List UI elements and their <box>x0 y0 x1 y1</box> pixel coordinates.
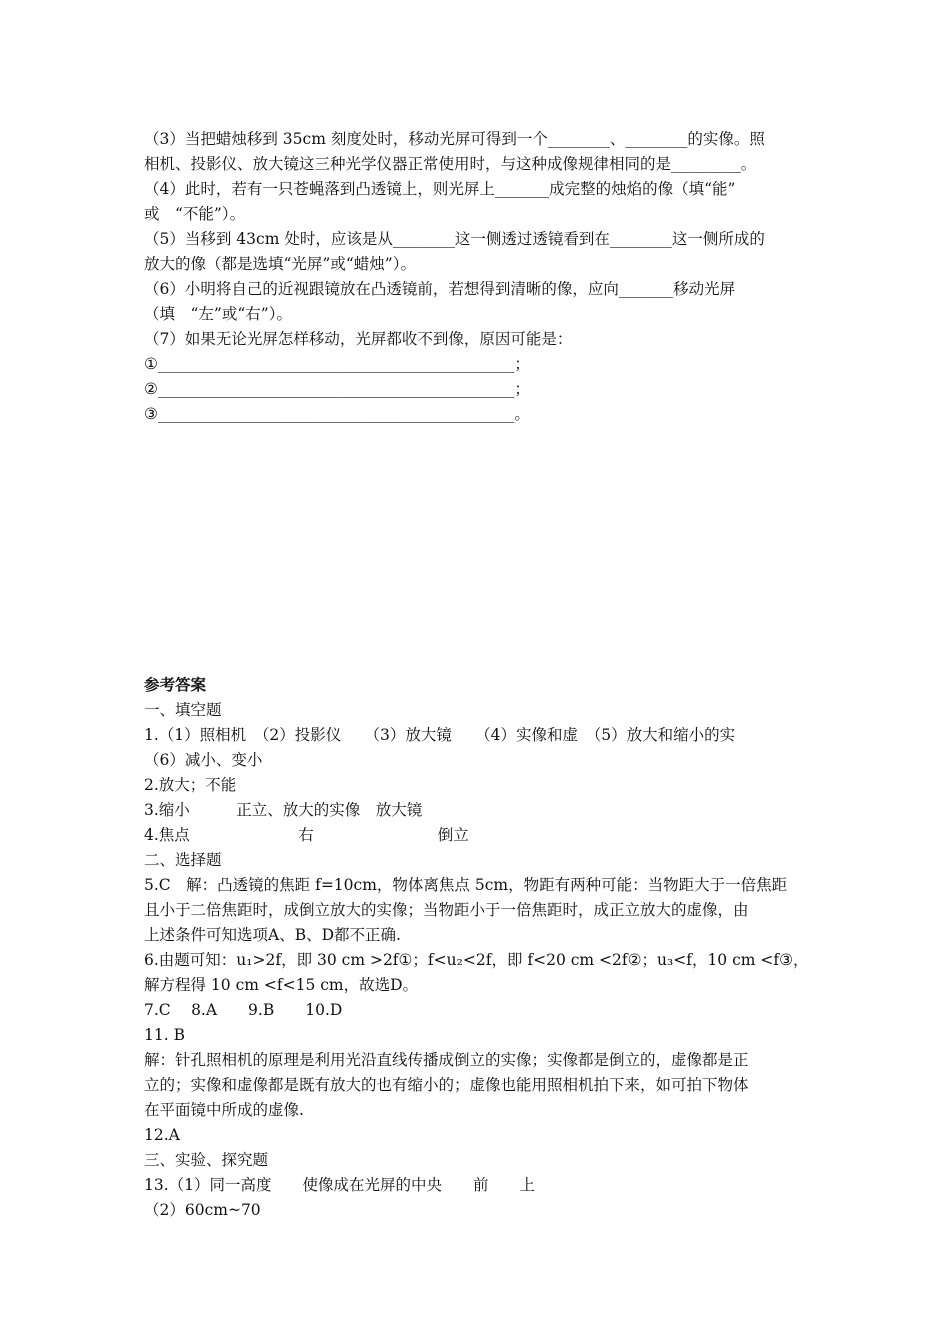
answer-line: 上述条件可知选项A、B、D都不正确. <box>144 926 401 944</box>
question-line: （6）小明将自己的近视跟镜放在凸透镜前，若想得到清晰的像，应向_______移动光屏 <box>144 280 736 298</box>
answer-line: 3.缩小 正立、放大的实像 放大镜 <box>144 801 423 819</box>
answer-line: 6.由题可知：u₁>2f，即 30 cm >2f①；f<u₂<2f，即 f<20 cm <2f②；u₃<f，10 cm <f③， <box>144 951 809 969</box>
answer-line: （6）减小、变小 <box>144 751 263 769</box>
answer-line: 12.A <box>144 1126 180 1144</box>
question-line: 放大的像（都是选填“光屏”或“蜡烛”）。 <box>144 255 416 273</box>
answer-line: 解：针孔照相机的原理是利用光沿直线传播成倒立的实像；实像都是倒立的，虚像都是正 <box>144 1051 749 1069</box>
answer-line: 在平面镜中所成的虚像. <box>144 1101 304 1119</box>
answer-line: 5.C 解：凸透镜的焦距 f=10cm，物体离焦点 5cm，物距有两种可能：当物距大于一倍焦距 <box>144 876 788 894</box>
question-section <box>144 127 808 427</box>
question-line: 相机、投影仪、放大镜这三种光学仪器正常使用时，与这种成像规律相同的是_________。 <box>144 155 757 173</box>
answer-section <box>144 673 808 1223</box>
answer-line: （2）60cm~70 <box>144 1201 261 1219</box>
answer-line: 1.（1）照相机 （2）投影仪 （3）放大镜 （4）实像和虚 （5）放大和缩小的实 <box>144 726 736 744</box>
section-heading: 三、实验、探究题 <box>144 1151 269 1169</box>
question-line: （7）如果无论光屏怎样移动，光屏都收不到像，原因可能是： <box>144 330 573 348</box>
answer-line: 13.（1）同一高度 使像成在光屏的中央 前 上 <box>144 1176 536 1194</box>
answer-blank-line: ②______________________________________________； <box>144 380 530 398</box>
answer-blank-line: ③______________________________________________。 <box>144 405 530 423</box>
answer-line: 且小于二倍焦距时，成倒立放大的实像；当物距小于一倍焦距时，成正立放大的虚像，由 <box>144 901 749 919</box>
answer-title: 参考答案 <box>144 676 207 694</box>
answer-line: 7.C 8.A 9.B 10.D <box>144 1001 343 1019</box>
answer-blank-line: ①______________________________________________； <box>144 355 530 373</box>
question-line: （5）当移到 43cm 处时，应该是从________这一侧透过透镜看到在________这一侧所成的 <box>144 230 765 248</box>
section-heading: 一、填空题 <box>144 701 222 719</box>
answer-line: 2.放大；不能 <box>144 776 237 794</box>
answer-line: 11. B <box>144 1026 185 1044</box>
question-line: （3）当把蜡烛移到 35cm 刻度处时，移动光屏可得到一个________、________的实像。照 <box>144 130 765 148</box>
answer-line: 4.焦点 右 倒立 <box>144 826 469 844</box>
question-line: （填 “左”或“右”）。 <box>144 305 292 323</box>
section-heading: 二、选择题 <box>144 851 222 869</box>
answer-line: 立的；实像和虚像都是既有放大的也有缩小的；虚像也能用照相机拍下来，如可拍下物体 <box>144 1076 749 1094</box>
answer-line: 解方程得 10 cm <f<15 cm，故选D。 <box>144 976 419 994</box>
question-line: 或 “不能”）。 <box>144 205 246 223</box>
question-line: （4）此时，若有一只苍蝇落到凸透镜上，则光屏上_______成完整的烛焰的像（填“能” <box>144 180 736 198</box>
